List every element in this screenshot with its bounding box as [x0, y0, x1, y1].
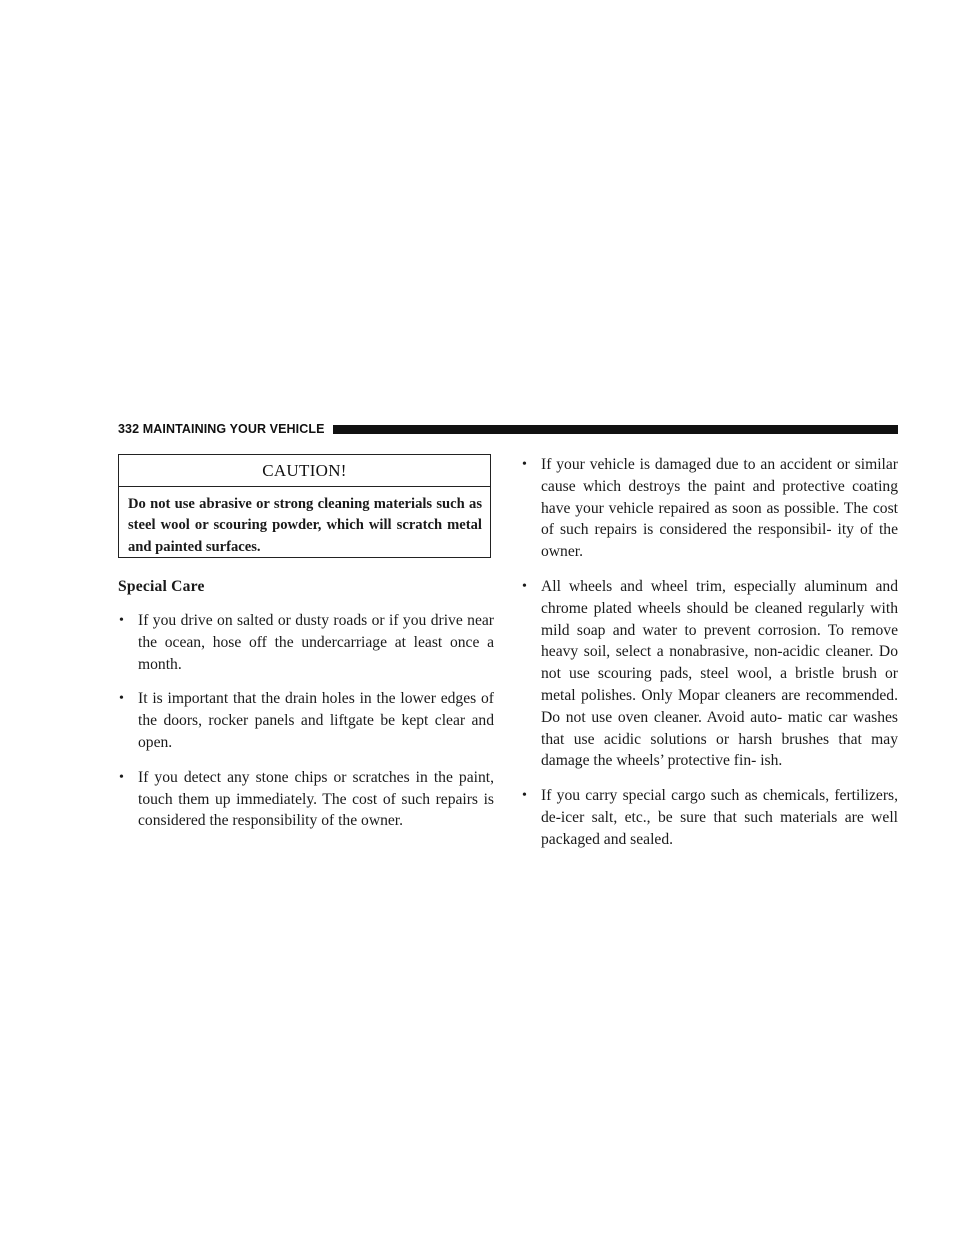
list-item-text: All wheels and wheel trim, especially aluminum and chrome plated wheels should be cleaned regularly with mild soap and water to prevent corrosion. To remove heavy soil, select a nonabrasive, non-acidic cleaner. Do not use scouring pads, steel wool, a bristle brush or metal polishes. Only Mopar cleaners are recommended. Do not use oven cleaner. Avoid auto- matic car washes that use acidic solutions or harsh brushes that may damage the wheels’ protective fin- ish. — [541, 577, 898, 770]
bullet-icon: • — [522, 788, 527, 804]
special-care-list-left — [118, 610, 494, 832]
special-care-list-right — [521, 454, 898, 851]
page-header — [118, 421, 898, 437]
caution-body: Do not use abrasive or strong cleaning materials such as steel wool or scouring powder, which will scratch metal and painted surfaces. — [128, 496, 482, 555]
page-header-label: 332 MAINTAINING YOUR VEHICLE — [118, 422, 325, 436]
section-heading-special-care: Special Care — [118, 578, 205, 595]
list-item-text: If your vehicle is damaged due to an accident or similar cause which destroys the paint and protective coating have your vehicle repaired as soon as possible. The cost of such repairs is considered the responsibil- ity of the owner. — [541, 456, 898, 561]
list-item — [118, 610, 494, 675]
bullet-icon: • — [522, 457, 527, 472]
bullet-icon: • — [522, 578, 527, 594]
list-item — [118, 688, 494, 753]
caution-title: CAUTION! — [119, 455, 490, 487]
list-item-text: If you drive on salted or dusty roads or if you drive near the ocean, hose off the undercarriage at least once a month. — [138, 612, 494, 673]
list-item — [521, 576, 898, 772]
left-column — [118, 454, 494, 845]
list-item-text: It is important that the drain holes in the lower edges of the doors, rocker panels and liftgate be kept clear and open. — [138, 690, 494, 751]
bullet-icon: • — [119, 691, 124, 707]
list-item-text: If you carry special cargo such as chemicals, fertilizers, de-icer salt, etc., be sure that such materials are well packaged and sealed. — [541, 787, 898, 848]
list-item — [118, 767, 494, 832]
list-item — [521, 454, 898, 563]
list-item — [521, 785, 898, 850]
header-rule — [333, 425, 898, 434]
bullet-icon: • — [119, 613, 124, 628]
bullet-icon: • — [119, 769, 124, 785]
right-column — [521, 454, 898, 864]
list-item-text: If you detect any stone chips or scratches in the paint, touch them up immediately. The cost of such repairs is considered the responsibility of the owner. — [138, 768, 494, 830]
caution-box — [118, 454, 491, 558]
